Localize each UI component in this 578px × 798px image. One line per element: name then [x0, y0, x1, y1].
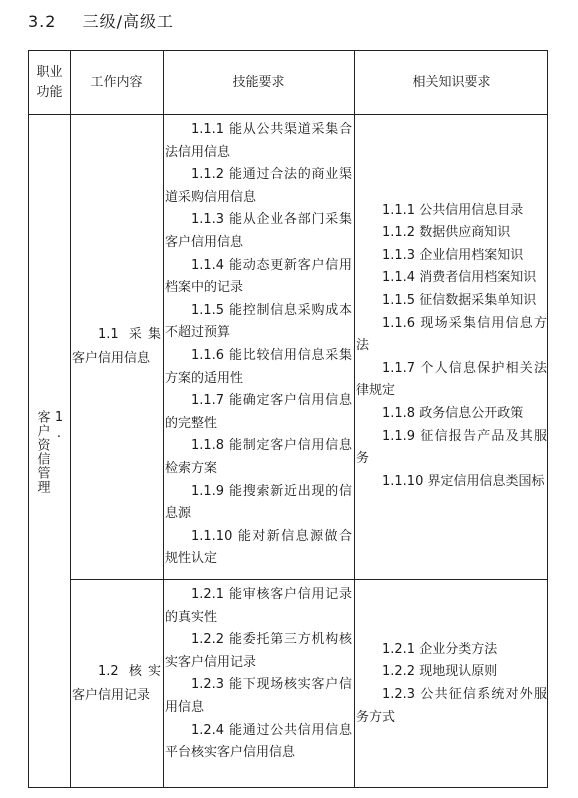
- skills-cell: [165, 119, 352, 577]
- work-label: 1.1 采集客户信用信息: [72, 326, 161, 366]
- skills-list: [165, 119, 352, 571]
- skills-cell: [165, 584, 352, 787]
- knowledge-item: 1.1.8 政务信息公开政策: [382, 405, 524, 421]
- knowledge-item: 1.1.4 消费者信用档案知识: [382, 270, 537, 286]
- col-divider: [163, 51, 164, 787]
- skills-table: [28, 50, 548, 788]
- knowledge-item: 1.2.2 现地现认原则: [382, 664, 498, 680]
- knowledge-item: 1.1.9 征信报告产品及其服务: [356, 428, 547, 467]
- knowledge-item: 1.2.1 企业分类方法: [382, 641, 498, 657]
- knowledge-item: 1.1.2 数据供应商知识: [382, 225, 511, 241]
- skills-item: 1.1.3 能从企业各部门采集客户信用信息: [165, 212, 352, 250]
- skills-item: 1.1.1 能从公共渠道采集合法信用信息: [165, 122, 352, 160]
- skills-item: 1.2.2 能委托第三方机构核实客户信用记录: [165, 632, 352, 670]
- function-cell: [29, 114, 70, 789]
- skills-item: 1.1.2 能通过合法的商业渠道采购信用信息: [165, 167, 352, 205]
- header-work: 工作内容: [90, 74, 143, 90]
- header-function: 职业 功能: [36, 64, 63, 100]
- knowledge-cell: [356, 114, 547, 579]
- section-title: 三级/高级工: [82, 12, 175, 31]
- knowledge-cell: [356, 579, 547, 789]
- header-skills: 技能要求: [232, 74, 285, 90]
- knowledge-item: 1.1.1 公共信用信息目录: [382, 202, 524, 218]
- skills-item: 1.2.1 能审核客户信用记录的真实性: [165, 587, 352, 625]
- skills-item: 1.1.5 能控制信息采购成本不超过预算: [165, 302, 352, 341]
- col-divider: [70, 51, 71, 787]
- header-knowledge: 相关知识要求: [412, 74, 491, 90]
- knowledge-item: 1.1.3 企业信用档案知识: [382, 247, 524, 263]
- knowledge-item: 1.1.5 征信数据采集单知识: [382, 293, 537, 309]
- function-label: 1. 客户资信管理: [34, 409, 67, 494]
- skills-item: 1.1.6 能比较信用信息采集方案的适用性: [165, 347, 352, 386]
- knowledge-list: [356, 639, 547, 729]
- skills-item: 1.1.4 能动态更新客户信用档案中的记录: [165, 257, 352, 296]
- work-cell: [72, 114, 161, 579]
- work-label: 1.2 核实客户信用记录: [72, 664, 161, 703]
- knowledge-list: [356, 200, 547, 494]
- knowledge-item: 1.1.7 个人信息保护相关法律规定: [356, 360, 547, 399]
- knowledge-item: 1.2.3 公共征信系统对外服务方式: [356, 687, 547, 725]
- skills-item: 1.1.10 能对新信息源做合规性认定: [165, 528, 352, 567]
- skills-list: [165, 584, 352, 765]
- knowledge-item: 1.1.6 现场采集信用信息方法: [356, 315, 547, 354]
- skills-item: 1.2.3 能下现场核实客户信用信息: [165, 677, 352, 715]
- skills-item: 1.1.7 能确定客户信用信息的完整性: [165, 393, 352, 431]
- section-number: 3.2: [28, 12, 57, 31]
- skills-item: 1.2.4 能通过公共信用信息平台核实客户信用信息: [165, 722, 352, 761]
- work-cell: [72, 579, 161, 789]
- section-heading: [28, 10, 174, 34]
- col-divider: [354, 51, 355, 787]
- knowledge-item: 1.1.10 界定信用信息类国标: [382, 473, 545, 489]
- skills-item: 1.1.8 能制定客户信用信息检索方案: [165, 438, 352, 476]
- skills-item: 1.1.9 能搜索新近出现的信息源: [165, 483, 352, 522]
